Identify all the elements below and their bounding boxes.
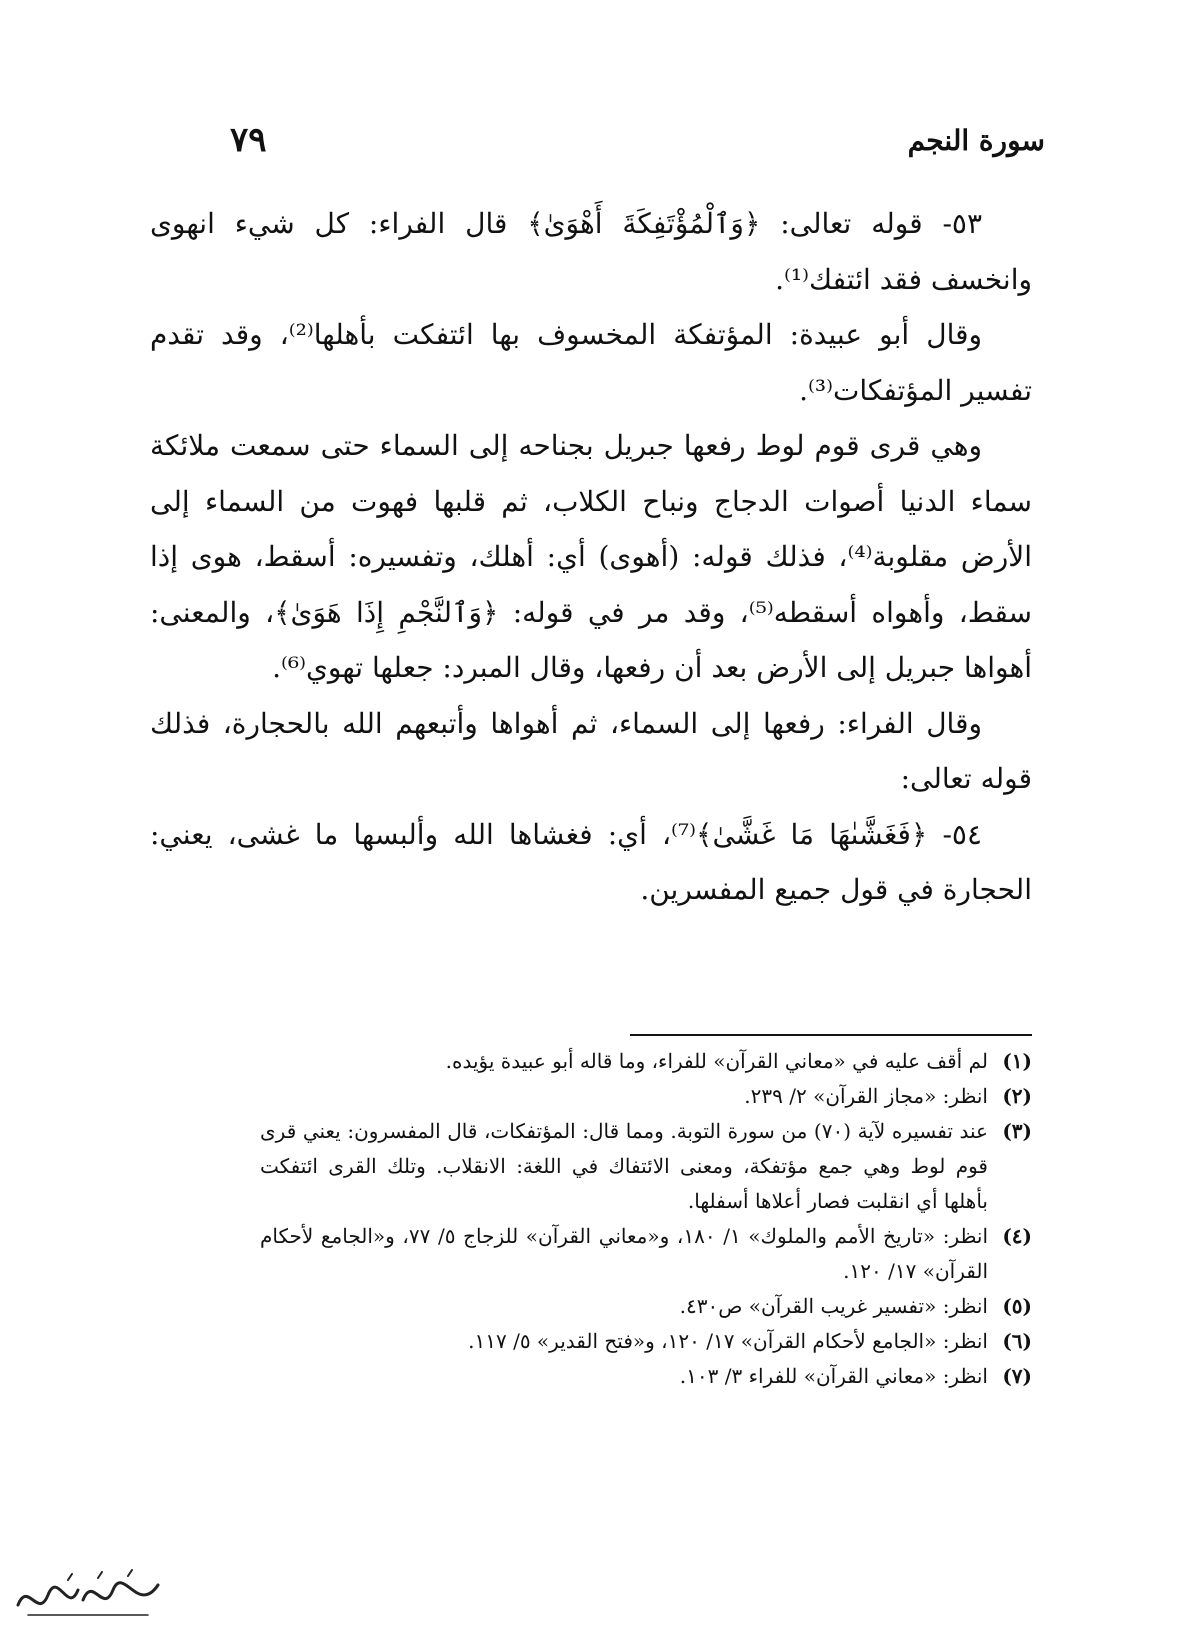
footnote-text: لم أقف عليه في «معاني القرآن» للفراء، وما قاله أبو عبيدة يؤيده. — [445, 1049, 988, 1073]
footnote-number: (١) — [1002, 1049, 1032, 1073]
footnote-text: انظر: «تاريخ الأمم والملوك» ١/ ١٨٠، و«معاني القرآن» للزجاج ٥/ ٧٧، و«الجامع لأحكام القرآن» ١٧/ ١٢٠. — [260, 1224, 989, 1283]
publisher-logo — [8, 1560, 168, 1630]
footnote-text: انظر: «معاني القرآن» للفراء ٣/ ١٠٣. — [679, 1364, 988, 1388]
footnote — [260, 1219, 1032, 1289]
footnote-divider — [630, 1034, 1032, 1036]
footnote — [260, 1044, 1032, 1079]
footnote-text: انظر: «تفسير غريب القرآن» ص٤٣٠. — [679, 1294, 988, 1318]
surah-title: سورة النجم — [907, 124, 1045, 157]
footnote-number: (٧) — [1002, 1364, 1032, 1388]
footnote-text: عند تفسيره لآية (٧٠) من سورة التوبة. ومما قال: المؤتفكات، قال المفسرون: يعني قرى قوم لوط وهي جمع مؤتفكة، ومعنى الائتفاك في اللغة: الانقلاب. وتلك القرى ائتفكت بأهلها أي انقلبت فصار أعلاها أسفلها. — [260, 1119, 988, 1213]
paragraph-abu-ubaida: وقال أبو عبيدة: المؤتفكة المخسوف بها ائتفكت بأهلها⁽²⁾، وقد تقدم تفسير المؤتفكات⁽³⁾. — [150, 318, 1032, 407]
footnote-text: انظر: «الجامع لأحكام القرآن» ١٧/ ١٢٠، و«فتح القدير» ٥/ ١١٧. — [468, 1329, 988, 1353]
footnote-number: (٦) — [1002, 1329, 1032, 1353]
paragraph-verse-54: ٥٤- ﴿فَغَشَّىٰهَا مَا غَشَّىٰ﴾⁽⁷⁾، أي: فغشاها الله وألبسها ما غشى، يعني: الحجارة في قول جميع المفسرين. — [150, 817, 1032, 906]
page-header — [150, 120, 1045, 170]
footnote-number: (٥) — [1002, 1294, 1032, 1318]
footnote-number: (٣) — [1002, 1119, 1032, 1143]
footnote-text: انظر: «مجاز القرآن» ٢/ ٢٣٩. — [744, 1084, 988, 1108]
footnote-number: (٤) — [1002, 1224, 1032, 1248]
paragraph-lot-villages: وهي قرى قوم لوط رفعها جبريل بجناحه إلى السماء حتى سمعت ملائكة سماء الدنيا أصوات الدجاج ونباح الكلاب، ثم قلبها فهوت من السماء إلى الأرض مقلوبة⁽⁴⁾، فذلك قوله: (أهوى) أي: أهلك، وتفسيره: أسقط، هوى إذا سقط، وأهواه أسقطه⁽⁵⁾، وقد مر في قوله: ﴿وَٱلنَّجْمِ إِذَا هَوَىٰ﴾، والمعنى: أهواها جبريل إلى الأرض بعد أن رفعها، وقال المبرد: جعلها تهوي⁽⁶⁾. — [150, 429, 1032, 684]
main-text — [150, 196, 1032, 918]
footnote — [260, 1324, 1032, 1359]
footnotes — [260, 1044, 1032, 1394]
footnote — [260, 1079, 1032, 1114]
paragraph-verse-53: ٥٣- قوله تعالى: ﴿وَٱلْمُؤْتَفِكَةَ أَهْوَىٰ﴾ قال الفراء: كل شيء انهوى وانخسف فقد ائتفك⁽¹⁾. — [150, 207, 1032, 296]
footnote-number: (٢) — [1002, 1084, 1032, 1108]
footnote — [260, 1289, 1032, 1324]
footnote — [260, 1114, 1032, 1219]
footnote — [260, 1359, 1032, 1394]
page-number: ٧٩ — [230, 120, 267, 160]
paragraph-farra: وقال الفراء: رفعها إلى السماء، ثم أهواها وأتبعهم الله بالحجارة، فذلك قوله تعالى: — [150, 706, 1032, 795]
